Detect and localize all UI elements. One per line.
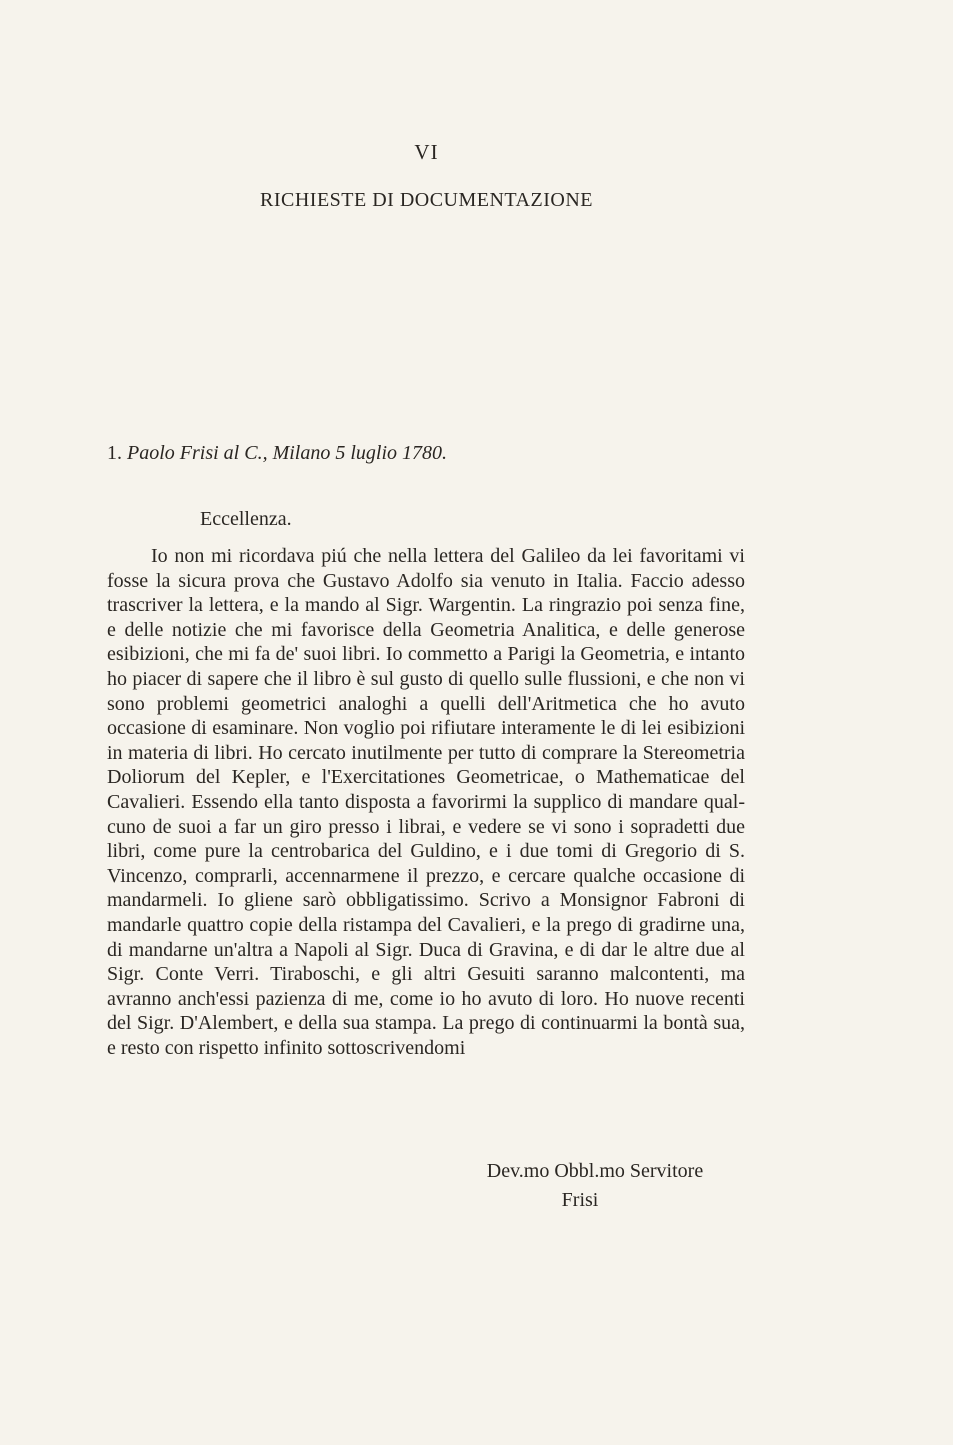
chapter-number: VI: [414, 140, 439, 164]
letter-closing: Dev.mo Obbl.mo Servitore: [486, 1160, 704, 1182]
letter-number: 1.: [107, 442, 122, 464]
letter-body-paragraph: Io non mi ricordava piú che nella lettera del Galileo da lei favoritami vi fosse la sicura prova che Gustavo Adolfo sia venuto in Italia. Faccio adesso trascriver la lettera, e la mando al Sigr. Wargentin. La ringrazio poi senza fine, e delle notizie che mi favorisce della Geometria Analitica, e delle generose esibizioni, che mi fa de' suoi libri. Io commetto a Parigi la Geometria, e intanto ho piacer di sapere che il libro è sul gusto di quello sulle flussioni, e che non vi sono problemi geometrici analoghi a quelli dell'Aritmetica che ho avuto occasione di esaminare. Non voglio poi rifiutare interamente le di lei esibizioni in materia di libri. Ho cercato inutilmente per tutto di comprare la Stereometria Doliorum del Kepler, e l'Exercitationes Geometricae, o Mathematicae del Cavalieri. Essendo ella tanto disposta a favorirmi la supplico di mandare qualcuno de suoi a far un giro presso i librai, e vedere se vi sono i sopradetti due libri, come pure la centrobarica del Guldino, e i due tomi di Gregorio di S. Vincenzo, comprarli, accennarmene il prezzo, e cercare qualche occasione di mandarmeli. Io gliene sarò obbligatissimo. Scrivo a Monsignor Fabroni di mandarle quattro copie della ristampa del Cavalieri, e la prego di gradirne una, di mandarne un'altra a Napoli al Sigr. Duca di Gravina, e di dar le altre due al Sigr. Conte Verri. Tiraboschi, e gli altri Gesuiti saranno malcontenti, ma avranno anch'essi pazienza di me, come io ho avuto di loro. Ho nuove recenti del Sigr. D'Alembert, e della sua stampa. La prego di continuarmi la bontà sua, e resto con rispetto infinito sottoscrivendomi: [107, 545, 745, 1059]
letter-heading-text: Paolo Frisi al C., Milano 5 luglio 1780.: [127, 442, 448, 464]
letter-signature: Frisi: [561, 1189, 599, 1211]
letter-body: [107, 544, 745, 1060]
chapter-title: RICHIESTE DI DOCUMENTAZIONE: [260, 189, 593, 211]
letter-closing-block: [400, 1157, 760, 1215]
letter-salutation: Eccellenza.: [200, 508, 292, 530]
letter-heading: [107, 442, 447, 465]
